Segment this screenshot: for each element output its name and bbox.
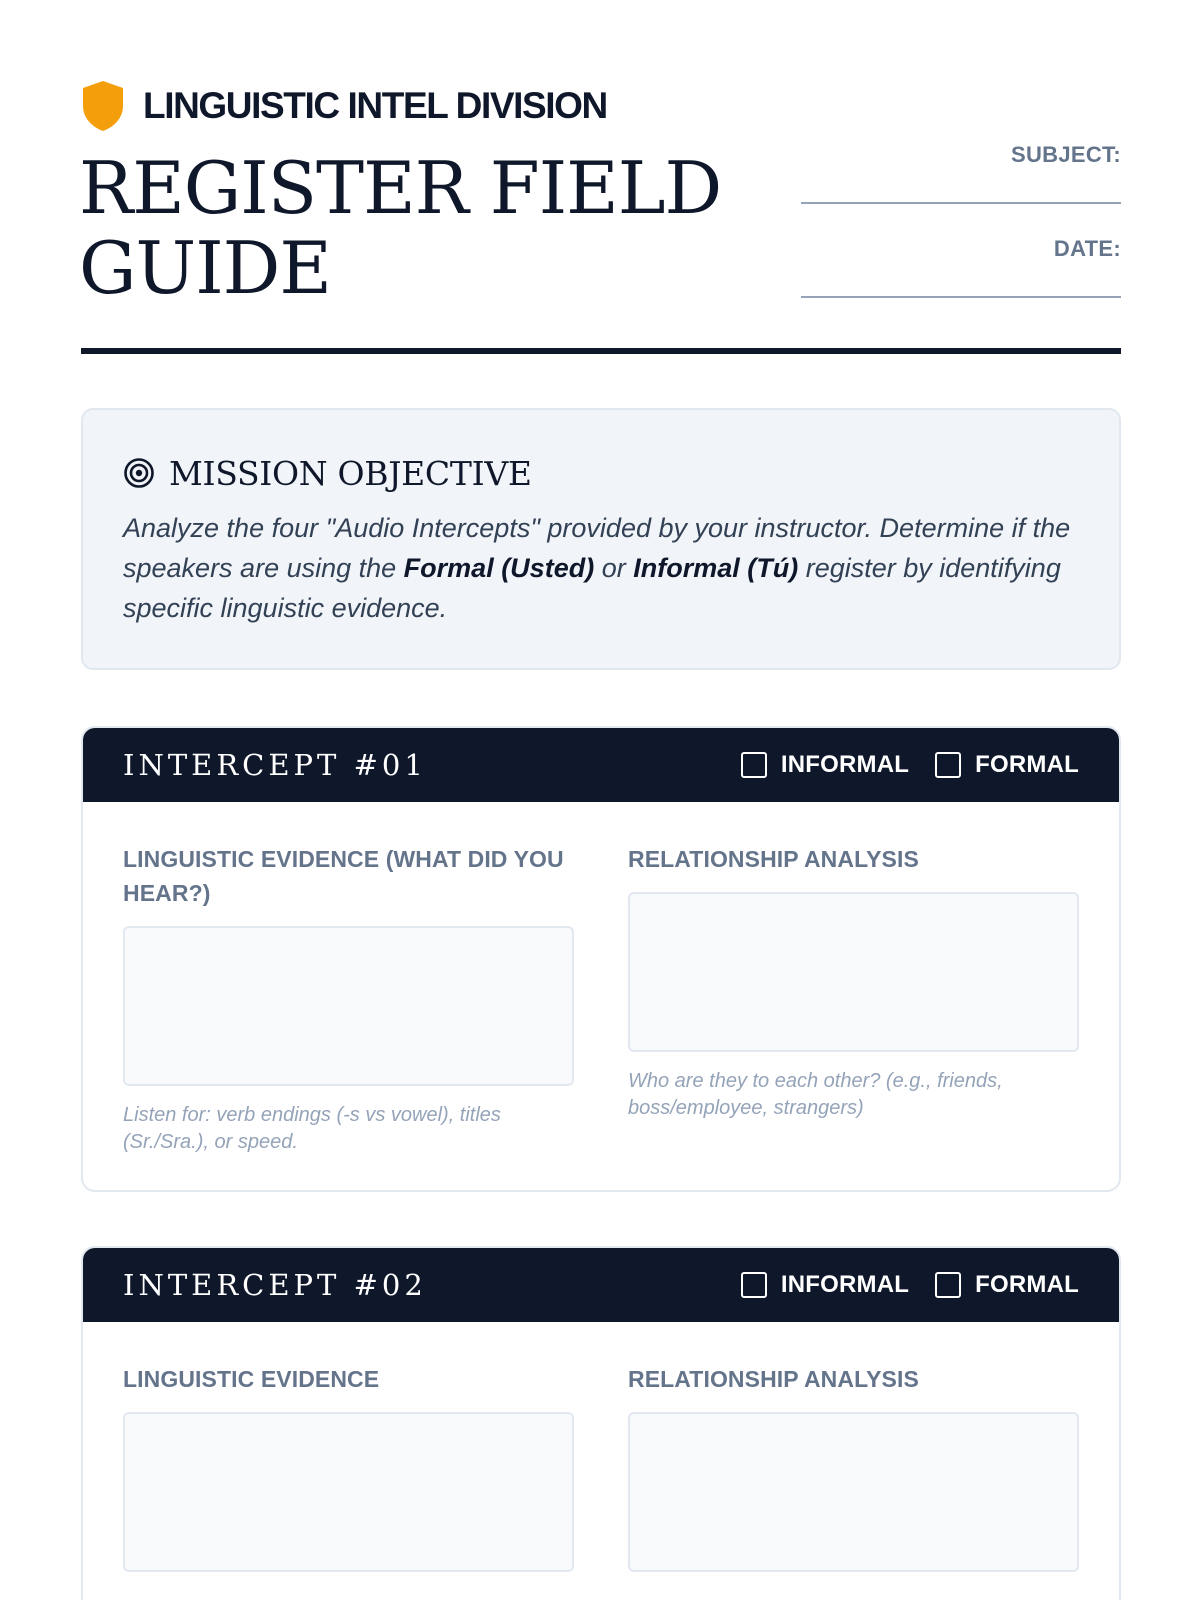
relationship-column <box>628 842 1079 1156</box>
informal-checkbox[interactable] <box>741 1271 909 1299</box>
checkbox-box[interactable] <box>935 752 961 778</box>
intercept-card <box>81 1246 1121 1600</box>
formal-label: FORMAL <box>975 1271 1079 1298</box>
mission-panel <box>81 408 1121 670</box>
subject-field[interactable] <box>801 138 1121 232</box>
meta-fields <box>801 138 1121 326</box>
page-title-line2: GUIDE <box>79 226 331 310</box>
evidence-column <box>123 1362 574 1572</box>
evidence-label: LINGUISTIC EVIDENCE (WHAT DID YOU HEAR?) <box>123 846 564 906</box>
brand <box>81 80 607 132</box>
relationship-input[interactable] <box>628 1412 1079 1572</box>
mission-text-intro: Analyze the four "Audio Intercepts" provided by your instructor. Determine if the speakers are using the <box>123 513 1071 583</box>
informal-label: INFORMAL <box>780 751 910 778</box>
date-field[interactable] <box>801 232 1121 326</box>
mission-text-or: or <box>594 553 634 583</box>
date-line[interactable] <box>801 296 1121 298</box>
evidence-input[interactable] <box>123 1412 574 1572</box>
subject-line[interactable] <box>801 202 1121 204</box>
evidence-column <box>123 842 574 1156</box>
formal-label: FORMAL <box>975 751 1079 778</box>
intercept-body <box>83 1322 1119 1572</box>
checkbox-box[interactable] <box>741 752 767 778</box>
header-divider <box>81 348 1121 354</box>
formal-checkbox[interactable] <box>935 751 1079 779</box>
intercept-title: INTERCEPT #02 <box>123 1268 427 1302</box>
evidence-hint: Listen for: verb endings (-s vs vowel), titles (Sr./Sra.), or speed. <box>123 1104 501 1153</box>
brand-name: LINGUISTIC INTEL DIVISION <box>143 85 607 126</box>
formal-checkbox[interactable] <box>935 1271 1079 1299</box>
register-checkboxes <box>715 1271 1079 1299</box>
subject-label: SUBJECT: <box>1011 142 1121 167</box>
checkbox-box[interactable] <box>935 1272 961 1298</box>
relationship-hint: Who are they to each other? (e.g., friends, boss/employee, strangers) <box>628 1070 1003 1119</box>
register-checkboxes <box>715 751 1079 779</box>
mission-header <box>123 448 1079 498</box>
checkbox-box[interactable] <box>741 1272 767 1298</box>
target-icon <box>123 457 155 489</box>
informal-checkbox[interactable] <box>741 751 909 779</box>
informal-term: Informal (Tú) <box>633 553 799 583</box>
mission-text-outro: register by identifying specific linguistic evidence. <box>123 553 1061 623</box>
date-label: DATE: <box>1053 236 1121 261</box>
relationship-input[interactable] <box>628 892 1079 1052</box>
intercept-title: INTERCEPT #01 <box>123 748 427 782</box>
evidence-label: LINGUISTIC EVIDENCE <box>123 1366 380 1392</box>
relationship-label: RELATIONSHIP ANALYSIS <box>628 1366 919 1392</box>
page-title <box>79 148 779 308</box>
shield-icon <box>81 80 125 132</box>
mission-text <box>123 508 1079 628</box>
intercept-header <box>83 728 1119 802</box>
intercept-card <box>81 726 1121 1192</box>
formal-term: Formal (Usted) <box>403 553 595 583</box>
evidence-input[interactable] <box>123 926 574 1086</box>
page-title-line1: REGISTER FIELD <box>79 146 722 230</box>
mission-title: MISSION OBJECTIVE <box>169 453 532 493</box>
informal-label: INFORMAL <box>780 1271 910 1298</box>
intercept-header <box>83 1248 1119 1322</box>
relationship-label: RELATIONSHIP ANALYSIS <box>628 846 919 872</box>
relationship-column <box>628 1362 1079 1572</box>
intercept-body <box>83 802 1119 1156</box>
